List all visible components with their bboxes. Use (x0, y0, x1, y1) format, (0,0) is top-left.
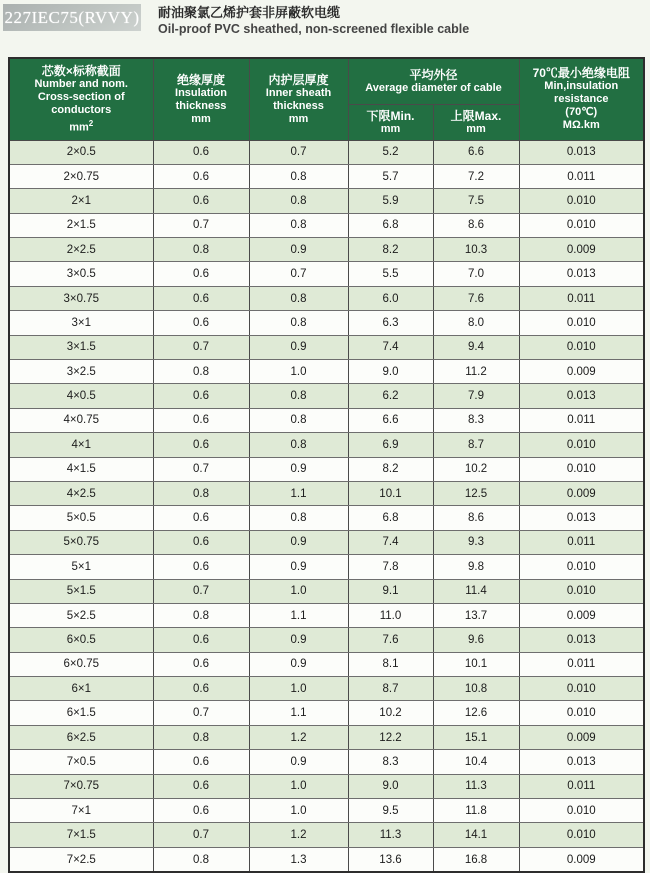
spec-table-header (9, 58, 644, 140)
page-title-zh: 耐油聚氯乙烯护套非屏蔽软电缆 (158, 5, 341, 20)
value-cell: 11.2 (433, 360, 519, 384)
spec-cell: 2×2.5 (9, 238, 153, 262)
spec-cell: 7×0.5 (9, 750, 153, 774)
spec-cell: 2×0.75 (9, 164, 153, 188)
value-cell: 10.1 (348, 481, 433, 505)
value-cell: 5.7 (348, 164, 433, 188)
value-cell: 0.010 (519, 213, 644, 237)
value-cell: 0.8 (249, 286, 348, 310)
value-cell: 0.010 (519, 457, 644, 481)
value-cell: 9.8 (433, 555, 519, 579)
conductors-label-zh: 芯数×标称截面 (41, 63, 121, 78)
value-cell: 0.011 (519, 530, 644, 554)
spec-cell: 2×1 (9, 189, 153, 213)
value-cell: 7.6 (348, 628, 433, 652)
value-cell: 9.5 (348, 799, 433, 823)
value-cell: 0.013 (519, 628, 644, 652)
spec-cell: 5×1.5 (9, 579, 153, 603)
value-cell: 11.8 (433, 799, 519, 823)
table-body (9, 140, 644, 872)
value-cell: 0.6 (153, 555, 249, 579)
table-row (9, 335, 644, 359)
value-cell: 0.013 (519, 750, 644, 774)
value-cell: 0.8 (153, 847, 249, 872)
value-cell: 5.5 (348, 262, 433, 286)
spec-cell: 2×0.5 (9, 140, 153, 164)
value-cell: 0.6 (153, 286, 249, 310)
value-cell: 7.4 (348, 335, 433, 359)
value-cell: 8.6 (433, 213, 519, 237)
insulation-unit: mm (191, 112, 211, 125)
avg-diameter-label-zh: 平均外径 (409, 67, 458, 82)
value-cell: 0.8 (153, 603, 249, 627)
value-cell: 1.3 (249, 847, 348, 872)
value-cell: 0.8 (249, 506, 348, 530)
value-cell: 0.010 (519, 189, 644, 213)
value-cell: 9.0 (348, 360, 433, 384)
value-cell: 12.6 (433, 701, 519, 725)
value-cell: 0.8 (249, 433, 348, 457)
value-cell: 0.6 (153, 140, 249, 164)
value-cell: 0.6 (153, 750, 249, 774)
max-unit: mm (466, 122, 486, 135)
value-cell: 0.8 (153, 481, 249, 505)
value-cell: 8.2 (348, 238, 433, 262)
value-cell: 0.013 (519, 262, 644, 286)
spec-cell: 6×1 (9, 677, 153, 701)
conductors-unit: $mm^2$ (69, 118, 94, 134)
inner-sheath-label-en1: Inner sheath (265, 86, 332, 99)
spec-cell: 6×2.5 (9, 725, 153, 749)
value-cell: 0.6 (153, 530, 249, 554)
value-cell: 0.8 (153, 360, 249, 384)
resistance-label-en3: (70℃) (565, 106, 598, 119)
resistance-label-en1: Min,insulation (544, 80, 619, 93)
value-cell: 0.6 (153, 311, 249, 335)
value-cell: 6.8 (348, 213, 433, 237)
value-cell: 8.0 (433, 311, 519, 335)
value-cell: 11.3 (433, 774, 519, 798)
value-cell: 10.2 (433, 457, 519, 481)
value-cell: 0.011 (519, 164, 644, 188)
value-cell: 0.8 (249, 408, 348, 432)
value-cell: 0.7 (249, 140, 348, 164)
value-cell: 14.1 (433, 823, 519, 847)
value-cell: 8.7 (433, 433, 519, 457)
value-cell: 0.009 (519, 847, 644, 872)
spec-cell: 2×1.5 (9, 213, 153, 237)
resistance-unit: MΩ.km (562, 119, 600, 132)
col-header-min (348, 104, 433, 140)
value-cell: 7.5 (433, 189, 519, 213)
table-row (9, 799, 644, 823)
value-cell: 0.8 (249, 164, 348, 188)
value-cell: 13.6 (348, 847, 433, 872)
value-cell: 1.1 (249, 701, 348, 725)
table-row (9, 238, 644, 262)
table-row (9, 360, 644, 384)
table-row (9, 774, 644, 798)
value-cell: 0.9 (249, 555, 348, 579)
value-cell: 6.6 (433, 140, 519, 164)
spec-cell: 4×2.5 (9, 481, 153, 505)
col-header-avg-diameter (348, 58, 519, 104)
table-row (9, 408, 644, 432)
value-cell: 7.2 (433, 164, 519, 188)
table-row (9, 603, 644, 627)
value-cell: 5.9 (348, 189, 433, 213)
spec-cell: 5×0.5 (9, 506, 153, 530)
table-row (9, 750, 644, 774)
insulation-label-zh: 绝缘厚度 (176, 72, 225, 87)
table-row (9, 481, 644, 505)
table-row (9, 140, 644, 164)
value-cell: 5.2 (348, 140, 433, 164)
spec-cell: 7×2.5 (9, 847, 153, 872)
value-cell: 0.009 (519, 481, 644, 505)
value-cell: 0.6 (153, 262, 249, 286)
value-cell: 0.9 (249, 457, 348, 481)
page-header (3, 4, 469, 37)
value-cell: 0.011 (519, 774, 644, 798)
value-cell: 0.010 (519, 701, 644, 725)
table-row (9, 530, 644, 554)
value-cell: 0.010 (519, 335, 644, 359)
value-cell: 8.3 (433, 408, 519, 432)
value-cell: 1.2 (249, 725, 348, 749)
value-cell: 1.0 (249, 579, 348, 603)
value-cell: 7.6 (433, 286, 519, 310)
spec-cell: 3×1.5 (9, 335, 153, 359)
table-row (9, 213, 644, 237)
value-cell: 9.1 (348, 579, 433, 603)
table-row (9, 823, 644, 847)
spec-cell: 4×0.5 (9, 384, 153, 408)
value-cell: 0.9 (249, 628, 348, 652)
table-row (9, 311, 644, 335)
inner-sheath-unit: mm (288, 112, 309, 125)
value-cell: 0.8 (153, 725, 249, 749)
value-cell: 1.1 (249, 603, 348, 627)
value-cell: 0.6 (153, 433, 249, 457)
value-cell: 0.010 (519, 433, 644, 457)
inner-sheath-label-zh: 内护层厚度 (268, 72, 329, 87)
value-cell: 0.7 (153, 579, 249, 603)
table-row (9, 457, 644, 481)
col-header-conductors (9, 58, 153, 140)
value-cell: 0.009 (519, 360, 644, 384)
col-header-resistance (519, 58, 644, 140)
value-cell: 10.3 (433, 238, 519, 262)
value-cell: 7.0 (433, 262, 519, 286)
value-cell: 0.011 (519, 652, 644, 676)
value-cell: 0.7 (153, 457, 249, 481)
value-cell: 6.0 (348, 286, 433, 310)
table-row (9, 652, 644, 676)
value-cell: 0.7 (153, 335, 249, 359)
value-cell: 0.013 (519, 506, 644, 530)
value-cell: 0.011 (519, 286, 644, 310)
value-cell: 9.6 (433, 628, 519, 652)
value-cell: 13.7 (433, 603, 519, 627)
value-cell: 0.009 (519, 238, 644, 262)
col-header-inner-sheath (249, 58, 348, 140)
value-cell: 0.010 (519, 677, 644, 701)
value-cell: 9.0 (348, 774, 433, 798)
table-row (9, 189, 644, 213)
value-cell: 0.7 (153, 823, 249, 847)
value-cell: 0.009 (519, 603, 644, 627)
table-row (9, 164, 644, 188)
value-cell: 12.5 (433, 481, 519, 505)
value-cell: 0.9 (249, 335, 348, 359)
value-cell: 0.7 (153, 213, 249, 237)
resistance-label-zh: 70℃最小绝缘电阻 (532, 66, 630, 81)
value-cell: 16.8 (433, 847, 519, 872)
value-cell: 0.7 (249, 262, 348, 286)
value-cell: 0.6 (153, 408, 249, 432)
value-cell: 10.1 (433, 652, 519, 676)
value-cell: 0.7 (153, 701, 249, 725)
value-cell: 10.4 (433, 750, 519, 774)
value-cell: 0.010 (519, 555, 644, 579)
value-cell: 0.013 (519, 384, 644, 408)
min-label: 下限Min. (366, 108, 415, 123)
spec-cell: 4×0.75 (9, 408, 153, 432)
value-cell: 7.9 (433, 384, 519, 408)
value-cell: 12.2 (348, 725, 433, 749)
value-cell: 0.010 (519, 579, 644, 603)
value-cell: 0.6 (153, 652, 249, 676)
value-cell: 6.3 (348, 311, 433, 335)
value-cell: 6.2 (348, 384, 433, 408)
value-cell: 7.4 (348, 530, 433, 554)
model-badge (3, 4, 141, 31)
table-row (9, 262, 644, 286)
value-cell: 0.010 (519, 823, 644, 847)
avg-diameter-label-en: Average diameter of cable (365, 81, 502, 94)
value-cell: 0.011 (519, 408, 644, 432)
value-cell: 8.1 (348, 652, 433, 676)
table-row (9, 677, 644, 701)
table-row (9, 506, 644, 530)
value-cell: 1.0 (249, 774, 348, 798)
insulation-label-en2: thickness (175, 99, 227, 112)
conductors-label-en3: conductors (51, 103, 112, 116)
table-row (9, 701, 644, 725)
spec-cell: 4×1 (9, 433, 153, 457)
spec-cell: 7×1 (9, 799, 153, 823)
model-badge-label: 227IEC75(RVVY) (4, 8, 140, 27)
table-row (9, 725, 644, 749)
value-cell: 0.6 (153, 189, 249, 213)
table-row (9, 628, 644, 652)
table-row (9, 847, 644, 872)
conductors-label-en1: Number and nom. (34, 77, 128, 90)
min-unit: mm (380, 122, 401, 135)
value-cell: 1.2 (249, 823, 348, 847)
spec-cell: 7×1.5 (9, 823, 153, 847)
spec-cell: 4×1.5 (9, 457, 153, 481)
value-cell: 0.8 (153, 238, 249, 262)
value-cell: 1.0 (249, 677, 348, 701)
spec-cell: 5×2.5 (9, 603, 153, 627)
value-cell: 0.8 (249, 384, 348, 408)
value-cell: 6.6 (348, 408, 433, 432)
spec-table (8, 57, 645, 873)
value-cell: 0.6 (153, 164, 249, 188)
value-cell: 9.4 (433, 335, 519, 359)
table-row (9, 384, 644, 408)
value-cell: 0.010 (519, 311, 644, 335)
col-header-insulation (153, 58, 249, 140)
value-cell: 1.0 (249, 360, 348, 384)
value-cell: 11.4 (433, 579, 519, 603)
spec-cell: 6×0.75 (9, 652, 153, 676)
value-cell: 8.6 (433, 506, 519, 530)
col-header-max (433, 104, 519, 140)
value-cell: 10.8 (433, 677, 519, 701)
value-cell: 11.3 (348, 823, 433, 847)
spec-cell: 6×1.5 (9, 701, 153, 725)
value-cell: 0.6 (153, 506, 249, 530)
spec-cell: 3×0.5 (9, 262, 153, 286)
value-cell: 1.0 (249, 799, 348, 823)
value-cell: 9.3 (433, 530, 519, 554)
table-row (9, 286, 644, 310)
spec-cell: 3×0.75 (9, 286, 153, 310)
value-cell: 0.9 (249, 750, 348, 774)
page-title-en: Oil-proof PVC sheathed, non-screened flexible cable (158, 22, 470, 36)
page-titles (158, 4, 469, 37)
value-cell: 0.9 (249, 652, 348, 676)
value-cell: 0.010 (519, 799, 644, 823)
value-cell: 15.1 (433, 725, 519, 749)
value-cell: 11.0 (348, 603, 433, 627)
spec-cell: 5×1 (9, 555, 153, 579)
table-row (9, 555, 644, 579)
value-cell: 0.8 (249, 213, 348, 237)
spec-cell: 7×0.75 (9, 774, 153, 798)
value-cell: 7.8 (348, 555, 433, 579)
value-cell: 0.9 (249, 238, 348, 262)
spec-cell: 6×0.5 (9, 628, 153, 652)
value-cell: 0.013 (519, 140, 644, 164)
value-cell: 0.6 (153, 628, 249, 652)
insulation-label-en1: Insulation (175, 86, 227, 99)
value-cell: 6.9 (348, 433, 433, 457)
value-cell: 0.009 (519, 725, 644, 749)
spec-cell: 5×0.75 (9, 530, 153, 554)
value-cell: 0.6 (153, 384, 249, 408)
value-cell: 8.2 (348, 457, 433, 481)
value-cell: 6.8 (348, 506, 433, 530)
spec-cell: 3×2.5 (9, 360, 153, 384)
table-row (9, 579, 644, 603)
resistance-label-en2: resistance (554, 93, 609, 106)
inner-sheath-label-en2: thickness (273, 99, 324, 112)
value-cell: 0.9 (249, 530, 348, 554)
value-cell: 1.1 (249, 481, 348, 505)
value-cell: 8.3 (348, 750, 433, 774)
value-cell: 0.6 (153, 677, 249, 701)
value-cell: 10.2 (348, 701, 433, 725)
value-cell: 0.6 (153, 799, 249, 823)
spec-cell: 3×1 (9, 311, 153, 335)
value-cell: 0.8 (249, 311, 348, 335)
max-label: 上限Max. (450, 108, 502, 123)
value-cell: 0.6 (153, 774, 249, 798)
value-cell: 0.8 (249, 189, 348, 213)
table-row (9, 433, 644, 457)
value-cell: 8.7 (348, 677, 433, 701)
conductors-label-en2: Cross-section of (37, 90, 125, 103)
